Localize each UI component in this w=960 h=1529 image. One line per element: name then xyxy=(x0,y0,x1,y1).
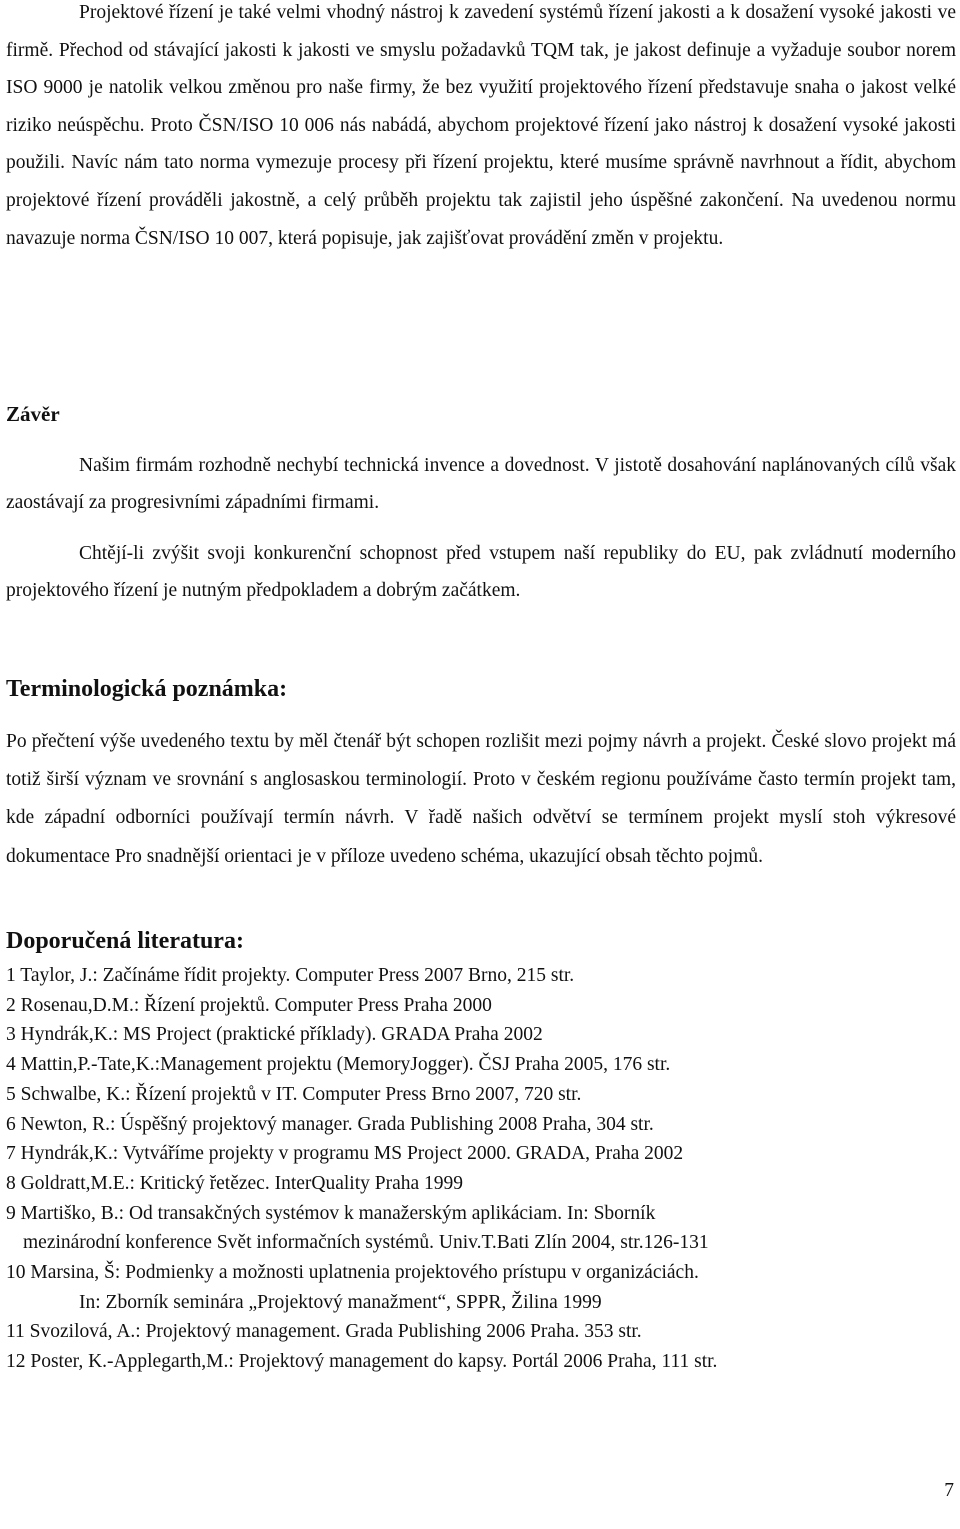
literature-item: 12 Poster, K.-Applegarth,M.: Projektový management do kapsy. Portál 2006 Praha, 111 str. xyxy=(6,1351,718,1373)
literature-item-continuation: In: Zborník seminára „Projektový manažment“, SPPR, Žilina 1999 xyxy=(79,1291,602,1313)
literature-item-continuation: mezinárodní konference Svět informačních systémů. Univ.T.Bati Zlín 2004, str.126-131 xyxy=(23,1232,709,1254)
paragraph-quality-management: Projektové řízení je také velmi vhodný nástroj k zavedení systémů řízení jakosti a k dosažení vysoké jakosti ve firmě. Přechod od stávající jakosti k jakosti ve smyslu požadavků TQM tak, je jakost definuje a vyžaduje soubor norem ISO 9000 je natolik velkou změnou pro naše firmy, že bez využití projektového řízení představuje snaha o jakost velké riziko neúspěchu. Proto ČSN/ISO 10 006 nás nabádá, abychom projektové řízení jako nástroj k dosažení vysoké jakosti použili. Navíc nám tato norma vymezuje procesy při řízení projektu, které musíme správně navrhnout a řídit, abychom projektové řízení prováděli jakostně, a celý průběh projektu tak zajistil jeho úspěšné zakončení. Na uvedenou normu navazuje norma ČSN/ISO 10 007, která popisuje, jak zajišťovat provádění změn v projektu. xyxy=(6,2,956,249)
heading-conclusion: Závěr xyxy=(6,402,60,426)
heading-terminology: Terminologická poznámka: xyxy=(6,676,288,702)
literature-item: 10 Marsina, Š: Podmienky a možnosti uplatnenia projektového prístupu v organizáciách. xyxy=(6,1262,699,1284)
paragraph-conclusion-2: Chtějí-li zvýšit svoji konkurenční schopnost před vstupem naší republiky do EU, pak zvládnutí moderního projektového řízení je nutným předpokladem a dobrým začátkem. xyxy=(6,543,956,601)
literature-list xyxy=(6,961,956,1377)
literature-item: 1 Taylor, J.: Začínáme řídit projekty. Computer Press 2007 Brno, 215 str. xyxy=(6,965,575,986)
literature-item: 2 Rosenau,D.M.: Řízení projektů. Computer Press Praha 2000 xyxy=(6,994,492,1016)
literature-item: 6 Newton, R.: Úspěšný projektový manager. Grada Publishing 2008 Praha, 304 str. xyxy=(6,1113,654,1135)
paragraph-terminology: Po přečtení výše uvedeného textu by měl čtenář být schopen rozlišit mezi pojmy návrh a projekt. České slovo projekt má totiž širší význam ve srovnání s anglosaskou terminologií. Proto v českém regionu používáme často termín projekt tam, kde západní odborníci používají termín návrh. V řadě našich odvětví se termínem projekt myslí stoh výkresové dokumentace Pro snadnější orientaci je v příloze uvedeno schéma, ukazující obsah těchto pojmů. xyxy=(6,731,956,867)
heading-literature: Doporučená literatura: xyxy=(6,928,244,954)
literature-item: 7 Hyndrák,K.: Vytváříme projekty v programu MS Project 2000. GRADA, Praha 2002 xyxy=(6,1143,684,1165)
page-number: 7 xyxy=(944,1480,954,1501)
literature-item: 8 Goldratt,M.E.: Kritický řetězec. InterQuality Praha 1999 xyxy=(6,1172,464,1194)
literature-item: 5 Schwalbe, K.: Řízení projektů v IT. Computer Press Brno 2007, 720 str. xyxy=(6,1083,582,1105)
literature-item: 11 Svozilová, A.: Projektový management. Grada Publishing 2006 Praha. 353 str. xyxy=(6,1321,642,1343)
literature-item: 9 Martiško, B.: Od transakčných systémov k manažerským aplikáciam. In: Sborník xyxy=(6,1202,656,1224)
paragraph-conclusion-1: Našim firmám rozhodně nechybí technická invence a dovednost. V jistotě dosahování naplánovaných cílů však zaostávají za progresivními západními firmami. xyxy=(6,455,956,513)
literature-item: 3 Hyndrák,K.: MS Project (praktické příklady). GRADA Praha 2002 xyxy=(6,1024,543,1046)
literature-item: 4 Mattin,P.-Tate,K.:Management projektu (MemoryJogger). ČSJ Praha 2005, 176 str. xyxy=(6,1054,671,1076)
